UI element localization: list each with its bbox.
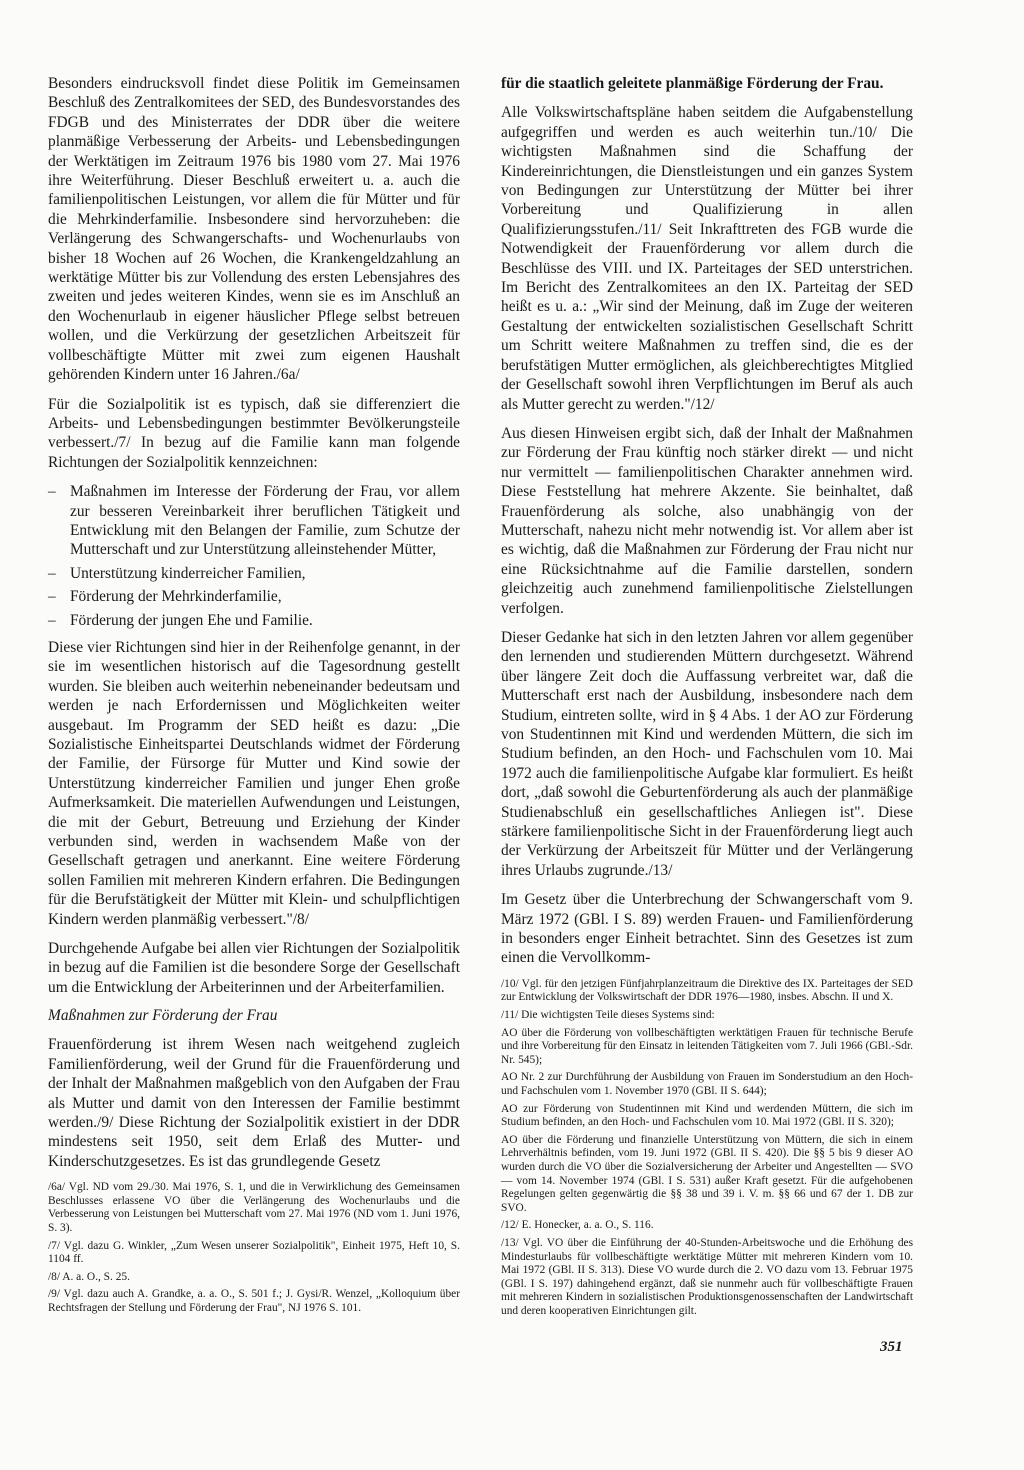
section-heading: Maßnahmen zur Förderung der Frau xyxy=(48,1007,278,1025)
footnote: AO über die Förderung von vollbeschäftigten werktätigen Frauen für technische Berufe und ihre Vorbereitung für den Einsatz in leitenden Tätigkeiten vom 7. Juli 1966 (GBl.-Sdr. Nr. 545); xyxy=(501,1026,913,1066)
footnotes-right xyxy=(501,978,913,1319)
policy-directions-list xyxy=(48,482,460,630)
paragraph: Diese vier Richtungen sind hier in der Reihenfolge genannt, in der sie im wesentlichen historisch auf die Tagesordnung gestellt wurden. Sie bleiben auch weiterhin nebeneinander bedeutsam und werden je nach Erfordernissen und Möglichkeiten weiter ausgebaut. Im Programm der SED heißt es dazu: „Die Sozialistische Einheitspartei Deutschlands widmet der Förderung der Familie, der Fürsorge für Mutter und Kind sowie der Unterstützung kinderreicher Familien und junger Ehen große Aufmerksamkeit. Die materiellen Aufwendungen und Leistungen, die mit der Geburt, Betreuung und Erziehung der Kinder verbunden sind, werden in wachsendem Maße von der Gesellschaft getragen und anerkannt. Eine weitere Förderung sollen Familien mit mehreren Kindern erfahren. Die Bedingungen für die Berufstätigkeit der Mütter mit Klein- und schulpflichtigen Kindern werden planmäßig verbessert."/8/ xyxy=(48,638,460,928)
list-item: – Maßnahmen im Interesse der Förderung der Frau, vor allem zur besseren Vereinbarkeit ihrer beruflichen Tätigkeit und Entwicklung mit den Belangen der Familie, zum Schutze der Mutterschaft und zur Unterstützung alleinstehender Mütter, xyxy=(48,482,460,560)
paragraph: Besonders eindrucksvoll findet diese Politik im Gemeinsamen Beschluß des Zentralkomitees der SED, des Bundesvorstandes des FDGB und des Ministerrates der DDR über die weitere planmäßige Verbesserung der Arbeits- und Lebensbedingungen der Werktätigen im Zeitraum 1976 bis 1980 vom 27. Mai 1976 ihre Weiterführung. Dieser Beschluß erweitert u. a. auch die familienpolitischen Leistungen, vor allem die für Mütter und für die Mehrkinderfamilie. Insbesondere sind hervorzuheben: die Verlängerung des Schwangerschafts- und Wochenurlaubs von bisher 18 Wochen auf 26 Wochen, die Krankengeldzahlung an werktätige Mütter bis zur Vollendung des ersten Lebensjahres des zweiten und jedes weiteren Kindes, wenn sie es im Anschluß an den Wochenurlaub in eigener häuslicher Pflege selbst betreuen wollen, und die Verkürzung der gesetzlichen Arbeitszeit für vollbeschäftigte Mütter mit zwei zum eigenen Haushalt gehörenden Kindern unter 16 Jahren./6a/ xyxy=(48,75,460,384)
paragraph: Für die Sozialpolitik ist es typisch, daß sie differenziert die Arbeits- und Lebensbedingungen bestimmter Bevölkerungsteile verbessert./7/ In bezug auf die Familie kann man folgende Richtungen der Sozialpolitik kennzeichnen: xyxy=(48,395,460,471)
paragraph: Alle Volkswirtschaftspläne haben seitdem die Aufgabenstellung aufgegriffen und werden es auch weiterhin tun./10/ Die wichtigsten Maßnahmen sind die Schaffung der Kindereinrichtungen, die Dienstleistungen und ein ganzes System von Bedingungen zur Unterstützung der Mütter bei ihrer Vorbereitung und Qualifizierung in allen Qualifizierungsstufen./11/ Seit Inkrafttreten des FGB wurde die Notwendigkeit der Frauenförderung vor allem durch die Beschlüsse des VIII. und IX. Parteitages der SED unterstrichen. Im Bericht des Zentralkomitees an den IX. Parteitag der SED heißt es u. a.: „Wir sind der Meinung, daß im Zuge der weiteren Gestaltung der entwickelten sozialistischen Gesellschaft Schritt um Schritt weitere Maßnahmen zu treffen sind, die es der berufstätigen Mutter ermöglichen, als gleichberechtigtes Mitglied der Gesellschaft sowohl ihren Verpflichtungen im Beruf als auch als Mutter gerecht zu werden."/12/ xyxy=(501,104,913,413)
footnote: /9/ Vgl. dazu auch A. Grandke, a. a. O., S. 501 f.; J. Gysi/R. Wenzel, „Kolloquium über Rechtsfragen der Stellung und Förderung der Frau", NJ 1976 S. 101. xyxy=(48,1288,460,1314)
footnote: AO Nr. 2 zur Durchführung der Ausbildung von Frauen im Sonderstudium an den Hoch- und Fachschulen vom 1. November 1970 (GBl. II S. 644); xyxy=(501,1071,913,1098)
footnote: /7/ Vgl. dazu G. Winkler, „Zum Wesen unserer Sozialpolitik", Einheit 1975, Heft 10, S. 1104 ff. xyxy=(48,1239,460,1266)
footnote: /8/ A. a. O., S. 25. xyxy=(48,1270,130,1283)
paragraph: Im Gesetz über die Unterbrechung der Schwangerschaft vom 9. März 1972 (GBl. I S. 89) werden Frauen- und Familienförderung in besonders enger Einheit betrachtet. Sinn des Gesetzes ist zum einen die Vervollkomm- xyxy=(501,891,913,967)
footnote: /12/ E. Honecker, a. a. O., S. 116. xyxy=(501,1219,654,1232)
footnote: /6a/ Vgl. ND vom 29./30. Mai 1976, S. 1, und die in Verwirklichung des Gemeinsamen Beschlusses erlassene VO über die Verlängerung des Wochenurlaubs und die Verbesserung von Leistungen bei Mutterschaft vom 27. Mai 1976 (ND vom 1. Juni 1976, S. 3). xyxy=(48,1181,460,1234)
footnotes-left xyxy=(48,1181,460,1315)
footnote: AO zur Förderung von Studentinnen mit Kind und werdenden Müttern, die sich im Studium befinden, an den Hoch- und Fachschulen vom 10. Mai 1972 (GBl. II S. 320); xyxy=(501,1102,913,1129)
footnote: AO über die Förderung und finanzielle Unterstützung von Müttern, die sich in einem Lehrverhältnis befinden, vom 19. Juni 1972 (GBl. II S. 420). Die §§ 5 bis 9 dieser AO wurden durch die VO über die Sozialversicherung der Arbeiter und Angestellten — SVO — vom 14. November 1974 (GBl. I S. 531) außer Kraft gesetzt. Für die aufgehobenen Regelungen gelten gegenwärtig die §§ 38 und 39 i. V. m. §§ 66 und 67 der 1. DB zur SVO. xyxy=(501,1133,913,1214)
list-item: – Förderung der Mehrkinderfamilie, xyxy=(48,587,460,606)
right-column xyxy=(501,74,913,1323)
footnote: /10/ Vgl. für den jetzigen Fünfjahrplanzeitraum die Direktive des IX. Parteitages der SED zur Entwicklung der Volkswirtschaft der DDR 1976—1980, insbes. Abschn. II und X. xyxy=(501,977,913,1004)
paragraph: Dieser Gedanke hat sich in den letzten Jahren vor allem gegenüber den lernenden und studierenden Müttern durchgesetzt. Während über längere Zeit doch die Auffassung verbreitet war, daß die Mutterschaft erst nach der Ausbildung, insbesondere nach dem Studium, eintreten sollte, wird in § 4 Abs. 1 der AO zur Förderung von Studentinnen mit Kind und werdenden Müttern, die sich im Studium befinden, an den Hoch- und Fachschulen vom 10. Mai 1972 auch die familienpolitische Aufgabe klar formuliert. Es heißt dort, „daß sowohl die Geburtenförderung als auch der planmäßige Studienabschluß ein gesellschaftliches Anliegen ist". Diese stärkere familienpolitische Sicht in der Frauenförderung liegt auch der Verkürzung der Arbeitszeit für Mütter und der Verlängerung ihres Urlaubs zugrunde./13/ xyxy=(501,628,913,879)
footnote: /13/ Vgl. VO über die Einführung der 40-Stunden-Arbeitswoche und die Erhöhung des Mindesturlaubs für vollbeschäftigte werktätige Mütter mit mehreren Kindern vom 10. Mai 1972 (GBl. II S. 313). Diese VO wurde durch die 2. VO dazu vom 13. Februar 1975 (GBl. I S. 197) dahingehend ergänzt, daß sie nunmehr auch für vollbeschäftigte Frauen mit mehreren Kindern in sozialistischen Produktionsgenossenschaften der Landwirtschaft und deren kooperativen Einrichtungen gilt. xyxy=(501,1236,913,1317)
footnote: /11/ Die wichtigsten Teile dieses Systems sind: xyxy=(501,1009,715,1022)
list-item: – Unterstützung kinderreicher Familien, xyxy=(48,564,460,583)
paragraph: Aus diesen Hinweisen ergibt sich, daß der Inhalt der Maßnahmen zur Förderung der Frau künftig noch stärker direkt — und nicht nur vermittelt — familienpolitischen Charakter annehmen wird. Diese Feststellung hat mehrere Akzente. Sie beinhaltet, daß Frauenförderung als solche, also unabhängig von der Mutterschaft, nahezu nicht mehr notwendig ist. Vor allem aber ist es wichtig, daß die Maßnahmen zur Förderung der Frau nicht nur eine Rücksichtnahme auf die Familie darstellen, sondern gleichzeitig auch zunehmend familienpolitische Zielstellungen verfolgen. xyxy=(501,424,913,617)
paragraph: Durchgehende Aufgabe bei allen vier Richtungen der Sozialpolitik in bezug auf die Familien ist die besondere Sorge der Gesellschaft um die Entwicklung der Arbeiterinnen und der Arbeiterfamilien. xyxy=(48,940,460,996)
paragraph: Frauenförderung ist ihrem Wesen nach weitgehend zugleich Familienförderung, weil der Grund für die Frauenförderung und der Inhalt der Maßnahmen maßgeblich von den Aufgaben der Frau als Mutter und damit von den Interessen der Familie bestimmt werden./9/ Diese Richtung der Sozialpolitik existiert in der DDR mindestens seit 1950, seit dem Erlaß des Mutter- und Kinderschutzgesetzes. Es ist das grundlegende Gesetz xyxy=(48,1036,460,1170)
list-item: – Förderung der jungen Ehe und Familie. xyxy=(48,611,460,630)
left-column xyxy=(48,74,460,1319)
paragraph: für die staatlich geleitete planmäßige Förderung der Frau. xyxy=(501,75,884,92)
page-number: 351 xyxy=(880,1339,903,1355)
